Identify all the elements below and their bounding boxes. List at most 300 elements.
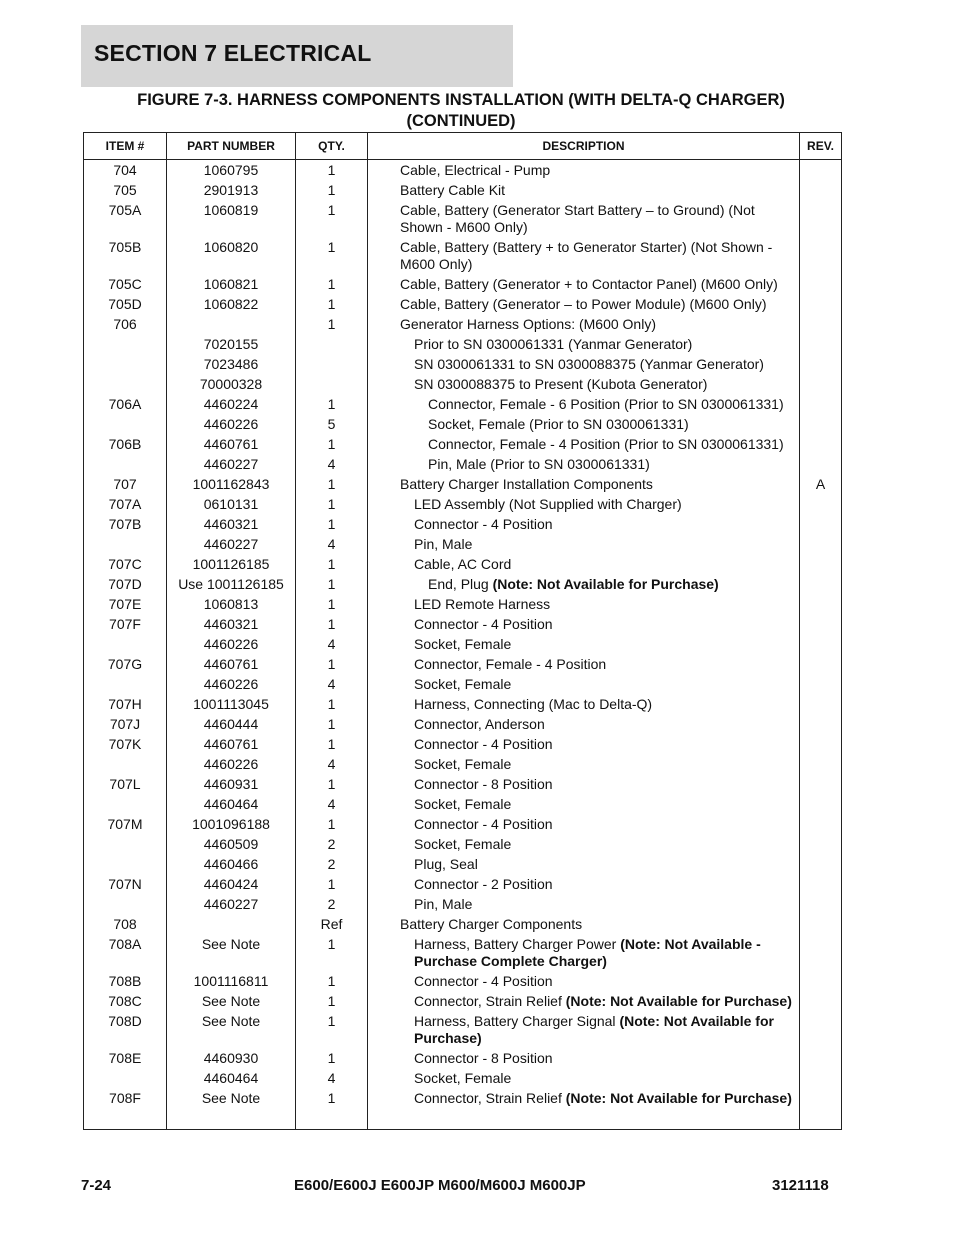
parts-table-body: [84, 160, 842, 1130]
item-number-cell: [84, 754, 167, 774]
part-number-cell: 4460931: [167, 774, 296, 794]
table-row: [84, 814, 842, 834]
item-number-cell: 707M: [84, 814, 167, 834]
spacer-cell: [296, 1108, 368, 1130]
description-label: Connector, Female - 4 Position (Prior to SN 0300061331): [428, 436, 784, 452]
qty-cell: 1: [296, 180, 368, 200]
description-label: Cable, Battery (Generator – to Power Module) (M600 Only): [400, 296, 767, 312]
description-text: [400, 796, 795, 813]
item-number-cell: [84, 534, 167, 554]
table-row: [84, 474, 842, 494]
table-row: [84, 794, 842, 814]
rev-cell: [800, 894, 842, 914]
rev-cell: [800, 414, 842, 434]
qty-cell: 2: [296, 894, 368, 914]
description-cell: [368, 394, 800, 414]
qty-cell: 1: [296, 394, 368, 414]
qty-cell: 1: [296, 237, 368, 274]
description-cell: [368, 1011, 800, 1048]
description-cell: [368, 334, 800, 354]
description-text: [400, 516, 795, 533]
rev-cell: [800, 674, 842, 694]
part-number-cell: 4460224: [167, 394, 296, 414]
part-number-cell: 4460761: [167, 434, 296, 454]
description-text: [400, 276, 795, 293]
description-label: Connector - 8 Position: [414, 1050, 553, 1066]
part-number-cell: See Note: [167, 1088, 296, 1108]
description-label: Cable, AC Cord: [414, 556, 512, 572]
item-number-cell: [84, 794, 167, 814]
item-number-cell: 708E: [84, 1048, 167, 1068]
table-row: [84, 334, 842, 354]
part-number-cell: 2901913: [167, 180, 296, 200]
item-number-cell: [84, 414, 167, 434]
qty-cell: 1: [296, 614, 368, 634]
header-item: ITEM #: [84, 133, 167, 160]
rev-cell: [800, 874, 842, 894]
rev-cell: [800, 534, 842, 554]
description-cell: [368, 200, 800, 237]
qty-cell: 1: [296, 294, 368, 314]
header-qty: QTY.: [296, 133, 368, 160]
rev-cell: [800, 654, 842, 674]
description-label: Prior to SN 0300061331 (Yanmar Generator): [414, 336, 693, 352]
item-number-cell: 707: [84, 474, 167, 494]
description-text: [400, 296, 795, 313]
qty-cell: 1: [296, 654, 368, 674]
rev-cell: [800, 374, 842, 394]
qty-cell: [296, 334, 368, 354]
parts-table: [83, 132, 842, 1130]
part-number-cell: 4460226: [167, 414, 296, 434]
qty-cell: 1: [296, 200, 368, 237]
description-cell: [368, 634, 800, 654]
part-number-cell: 4460930: [167, 1048, 296, 1068]
description-label: Connector - 2 Position: [414, 876, 553, 892]
table-row: [84, 1088, 842, 1108]
table-row: [84, 274, 842, 294]
table-row: [84, 834, 842, 854]
qty-cell: 1: [296, 991, 368, 1011]
description-cell: [368, 494, 800, 514]
description-text: [400, 876, 795, 893]
part-number-cell: 1060821: [167, 274, 296, 294]
part-number-cell: 4460444: [167, 714, 296, 734]
description-text: [400, 816, 795, 833]
item-number-cell: 708C: [84, 991, 167, 1011]
qty-cell: 1: [296, 594, 368, 614]
availability-note: (Note: Not Available for Purchase): [565, 1090, 792, 1106]
part-number-cell: 1060795: [167, 160, 296, 181]
item-number-cell: 708: [84, 914, 167, 934]
description-cell: [368, 971, 800, 991]
description-cell: [368, 614, 800, 634]
item-number-cell: 707L: [84, 774, 167, 794]
part-number-cell: 7020155: [167, 334, 296, 354]
item-number-cell: 705A: [84, 200, 167, 237]
rev-cell: [800, 354, 842, 374]
spacer-cell: [167, 1108, 296, 1130]
description-label: Pin, Male: [414, 896, 473, 912]
description-label: End, Plug: [428, 576, 493, 592]
description-text: [400, 316, 795, 333]
description-text: [400, 239, 795, 273]
rev-cell: [800, 814, 842, 834]
description-cell: [368, 814, 800, 834]
description-label: Socket, Female (Prior to SN 0300061331): [428, 416, 689, 432]
description-cell: [368, 237, 800, 274]
item-number-cell: 707A: [84, 494, 167, 514]
rev-cell: [800, 574, 842, 594]
table-row: [84, 634, 842, 654]
figure-title: [81, 90, 841, 132]
description-label: Socket, Female: [414, 1070, 512, 1086]
rev-cell: [800, 394, 842, 414]
table-row: [84, 1011, 842, 1048]
qty-cell: 1: [296, 1011, 368, 1048]
description-label: Connector - 4 Position: [414, 516, 553, 532]
rev-cell: [800, 854, 842, 874]
qty-cell: 1: [296, 1088, 368, 1108]
part-number-cell: [167, 314, 296, 334]
part-number-cell: 4460761: [167, 734, 296, 754]
description-label: Battery Charger Installation Components: [400, 476, 653, 492]
description-text: [400, 356, 795, 373]
table-row: [84, 854, 842, 874]
qty-cell: 1: [296, 554, 368, 574]
part-number-cell: 1060819: [167, 200, 296, 237]
description-label: Connector, Strain Relief: [414, 993, 566, 1009]
description-cell: [368, 894, 800, 914]
table-row: [84, 200, 842, 237]
description-label: Socket, Female: [414, 796, 512, 812]
part-number-cell: 1001162843: [167, 474, 296, 494]
qty-cell: Ref: [296, 914, 368, 934]
part-number-cell: 4460227: [167, 454, 296, 474]
rev-cell: A: [800, 474, 842, 494]
part-number-cell: 4460227: [167, 534, 296, 554]
description-label: Cable, Battery (Generator + to Contactor Panel) (M600 Only): [400, 276, 778, 292]
item-number-cell: [84, 374, 167, 394]
rev-cell: [800, 514, 842, 534]
description-label: Pin, Male: [414, 536, 473, 552]
table-row: [84, 454, 842, 474]
footer-models: E600/E600J E600JP M600/M600J M600JP: [294, 1177, 586, 1194]
rev-cell: [800, 1011, 842, 1048]
item-number-cell: 707D: [84, 574, 167, 594]
table-row: [84, 1048, 842, 1068]
table-row: [84, 414, 842, 434]
rev-cell: [800, 734, 842, 754]
description-text: [400, 936, 795, 970]
qty-cell: 1: [296, 160, 368, 181]
description-label: Cable, Battery (Battery + to Generator Starter) (Not Shown - M600 Only): [400, 239, 773, 272]
description-label: Connector - 4 Position: [414, 736, 553, 752]
item-number-cell: 707E: [84, 594, 167, 614]
rev-cell: [800, 794, 842, 814]
table-row: [84, 694, 842, 714]
qty-cell: 1: [296, 714, 368, 734]
rev-cell: [800, 274, 842, 294]
table-bottom-spacer: [84, 1108, 842, 1130]
item-number-cell: 706: [84, 314, 167, 334]
description-text: [400, 556, 795, 573]
qty-cell: 1: [296, 434, 368, 454]
table-row: [84, 314, 842, 334]
table-row: [84, 574, 842, 594]
rev-cell: [800, 934, 842, 971]
description-cell: [368, 734, 800, 754]
description-label: Battery Cable Kit: [400, 182, 506, 198]
availability-note: (Note: Not Available for Purchase): [492, 576, 719, 592]
description-cell: [368, 914, 800, 934]
table-row: [84, 894, 842, 914]
qty-cell: 1: [296, 494, 368, 514]
description-text: [400, 1050, 795, 1067]
part-number-cell: 4460466: [167, 854, 296, 874]
part-number-cell: 1060820: [167, 237, 296, 274]
description-text: [400, 162, 795, 179]
item-number-cell: 705B: [84, 237, 167, 274]
rev-cell: [800, 1068, 842, 1088]
item-number-cell: [84, 674, 167, 694]
rev-cell: [800, 754, 842, 774]
description-text: [400, 596, 795, 613]
qty-cell: 1: [296, 874, 368, 894]
qty-cell: 1: [296, 734, 368, 754]
description-text: [400, 576, 795, 593]
description-text: [400, 456, 795, 473]
description-label: Cable, Battery (Generator Start Battery – to Ground) (Not Shown - M600 Only): [400, 202, 755, 235]
part-number-cell: 1060822: [167, 294, 296, 314]
table-row: [84, 160, 842, 181]
footer-doc-number: 3121118: [772, 1177, 829, 1194]
description-text: [400, 696, 795, 713]
table-row: [84, 294, 842, 314]
description-cell: [368, 374, 800, 394]
description-label: SN 0300061331 to SN 0300088375 (Yanmar Generator): [414, 356, 764, 372]
description-text: [400, 202, 795, 236]
part-number-cell: Use 1001126185: [167, 574, 296, 594]
description-cell: [368, 934, 800, 971]
description-text: [400, 496, 795, 513]
description-text: [400, 676, 795, 693]
description-label: Harness, Connecting (Mac to Delta-Q): [414, 696, 653, 712]
rev-cell: [800, 1088, 842, 1108]
item-number-cell: 708A: [84, 934, 167, 971]
description-label: Harness, Battery Charger Signal: [414, 1013, 620, 1029]
rev-cell: [800, 971, 842, 991]
availability-note: (Note: Not Available - Purchase Complete Charger): [414, 936, 761, 969]
part-number-cell: 4460464: [167, 1068, 296, 1088]
table-row: [84, 394, 842, 414]
rev-cell: [800, 180, 842, 200]
description-cell: [368, 874, 800, 894]
part-number-cell: 4460227: [167, 894, 296, 914]
description-cell: [368, 654, 800, 674]
section-title: SECTION 7 ELECTRICAL: [94, 40, 372, 66]
description-label: Plug, Seal: [414, 856, 478, 872]
table-row: [84, 514, 842, 534]
description-cell: [368, 1048, 800, 1068]
availability-note: (Note: Not Available for Purchase): [414, 1013, 774, 1046]
description-label: Connector, Female - 6 Position (Prior to SN 0300061331): [428, 396, 784, 412]
item-number-cell: [84, 834, 167, 854]
part-number-cell: 4460464: [167, 794, 296, 814]
table-row: [84, 714, 842, 734]
description-cell: [368, 554, 800, 574]
description-cell: [368, 694, 800, 714]
qty-cell: 4: [296, 674, 368, 694]
qty-cell: 1: [296, 274, 368, 294]
qty-cell: 1: [296, 971, 368, 991]
description-text: [400, 436, 795, 453]
table-row: [84, 237, 842, 274]
description-cell: [368, 294, 800, 314]
figure-title-line1: FIGURE 7-3. HARNESS COMPONENTS INSTALLATION (WITH DELTA-Q CHARGER): [137, 91, 785, 109]
item-number-cell: 707C: [84, 554, 167, 574]
spacer-cell: [368, 1108, 800, 1130]
item-number-cell: [84, 894, 167, 914]
description-cell: [368, 754, 800, 774]
description-text: [400, 336, 795, 353]
qty-cell: 4: [296, 754, 368, 774]
item-number-cell: 705: [84, 180, 167, 200]
description-text: [400, 896, 795, 913]
description-label: Socket, Female: [414, 836, 512, 852]
part-number-cell: 0610131: [167, 494, 296, 514]
description-text: [400, 656, 795, 673]
qty-cell: 4: [296, 534, 368, 554]
item-number-cell: 707H: [84, 694, 167, 714]
item-number-cell: [84, 334, 167, 354]
description-label: SN 0300088375 to Present (Kubota Generator): [414, 376, 708, 392]
description-label: Connector, Female - 4 Position: [414, 656, 607, 672]
header-rev: REV.: [800, 133, 842, 160]
rev-cell: [800, 594, 842, 614]
description-text: [400, 616, 795, 633]
item-number-cell: 704: [84, 160, 167, 181]
description-text: [400, 836, 795, 853]
part-number-cell: 4460761: [167, 654, 296, 674]
description-text: [400, 376, 795, 393]
rev-cell: [800, 774, 842, 794]
description-cell: [368, 414, 800, 434]
part-number-cell: See Note: [167, 991, 296, 1011]
description-text: [400, 636, 795, 653]
description-text: [400, 476, 795, 493]
item-number-cell: 705C: [84, 274, 167, 294]
table-header-row: [84, 133, 842, 160]
part-number-cell: 1060813: [167, 594, 296, 614]
figure-title-line2: (CONTINUED): [406, 112, 516, 130]
description-cell: [368, 534, 800, 554]
item-number-cell: 708B: [84, 971, 167, 991]
qty-cell: 4: [296, 1068, 368, 1088]
description-label: Generator Harness Options: (M600 Only): [400, 316, 656, 332]
item-number-cell: 706A: [84, 394, 167, 414]
qty-cell: 1: [296, 574, 368, 594]
qty-cell: 1: [296, 774, 368, 794]
table-row: [84, 971, 842, 991]
table-row: [84, 554, 842, 574]
part-number-cell: 4460321: [167, 514, 296, 534]
part-number-cell: See Note: [167, 1011, 296, 1048]
item-number-cell: 707G: [84, 654, 167, 674]
footer-page-number: 7-24: [81, 1177, 112, 1194]
rev-cell: [800, 554, 842, 574]
item-number-cell: 707F: [84, 614, 167, 634]
qty-cell: 2: [296, 834, 368, 854]
qty-cell: [296, 374, 368, 394]
description-label: Connector - 4 Position: [414, 616, 553, 632]
item-number-cell: [84, 854, 167, 874]
table-row: [84, 534, 842, 554]
description-text: [400, 416, 795, 433]
description-cell: [368, 474, 800, 494]
table-row: [84, 991, 842, 1011]
description-label: Socket, Female: [414, 756, 512, 772]
spacer-cell: [84, 1108, 167, 1130]
description-cell: [368, 574, 800, 594]
item-number-cell: [84, 634, 167, 654]
part-number-cell: See Note: [167, 934, 296, 971]
rev-cell: [800, 294, 842, 314]
part-number-cell: 1001096188: [167, 814, 296, 834]
qty-cell: 4: [296, 634, 368, 654]
description-text: [400, 1070, 795, 1087]
description-label: Socket, Female: [414, 636, 512, 652]
header-part-number: PART NUMBER: [167, 133, 296, 160]
part-number-cell: 4460321: [167, 614, 296, 634]
table-row: [84, 674, 842, 694]
qty-cell: 5: [296, 414, 368, 434]
description-cell: [368, 454, 800, 474]
rev-cell: [800, 634, 842, 654]
table-row: [84, 934, 842, 971]
qty-cell: 1: [296, 474, 368, 494]
description-text: [400, 916, 795, 933]
availability-note: (Note: Not Available for Purchase): [565, 993, 792, 1009]
description-label: LED Assembly (Not Supplied with Charger): [414, 496, 682, 512]
item-number-cell: 706B: [84, 434, 167, 454]
description-label: Pin, Male (Prior to SN 0300061331): [428, 456, 650, 472]
description-label: Cable, Electrical - Pump: [400, 162, 551, 178]
rev-cell: [800, 237, 842, 274]
part-number-cell: [167, 914, 296, 934]
qty-cell: 1: [296, 694, 368, 714]
description-text: [400, 756, 795, 773]
qty-cell: 2: [296, 854, 368, 874]
table-row: [84, 734, 842, 754]
description-cell: [368, 854, 800, 874]
description-text: [400, 973, 795, 990]
description-text: [400, 993, 795, 1010]
table-row: [84, 434, 842, 454]
item-number-cell: 708D: [84, 1011, 167, 1048]
description-label: Connector, Anderson: [414, 716, 545, 732]
rev-cell: [800, 1048, 842, 1068]
table-row: [84, 374, 842, 394]
qty-cell: 1: [296, 934, 368, 971]
item-number-cell: 707J: [84, 714, 167, 734]
rev-cell: [800, 834, 842, 854]
description-cell: [368, 314, 800, 334]
part-number-cell: 70000328: [167, 374, 296, 394]
description-text: [400, 182, 795, 199]
qty-cell: 1: [296, 314, 368, 334]
description-cell: [368, 714, 800, 734]
